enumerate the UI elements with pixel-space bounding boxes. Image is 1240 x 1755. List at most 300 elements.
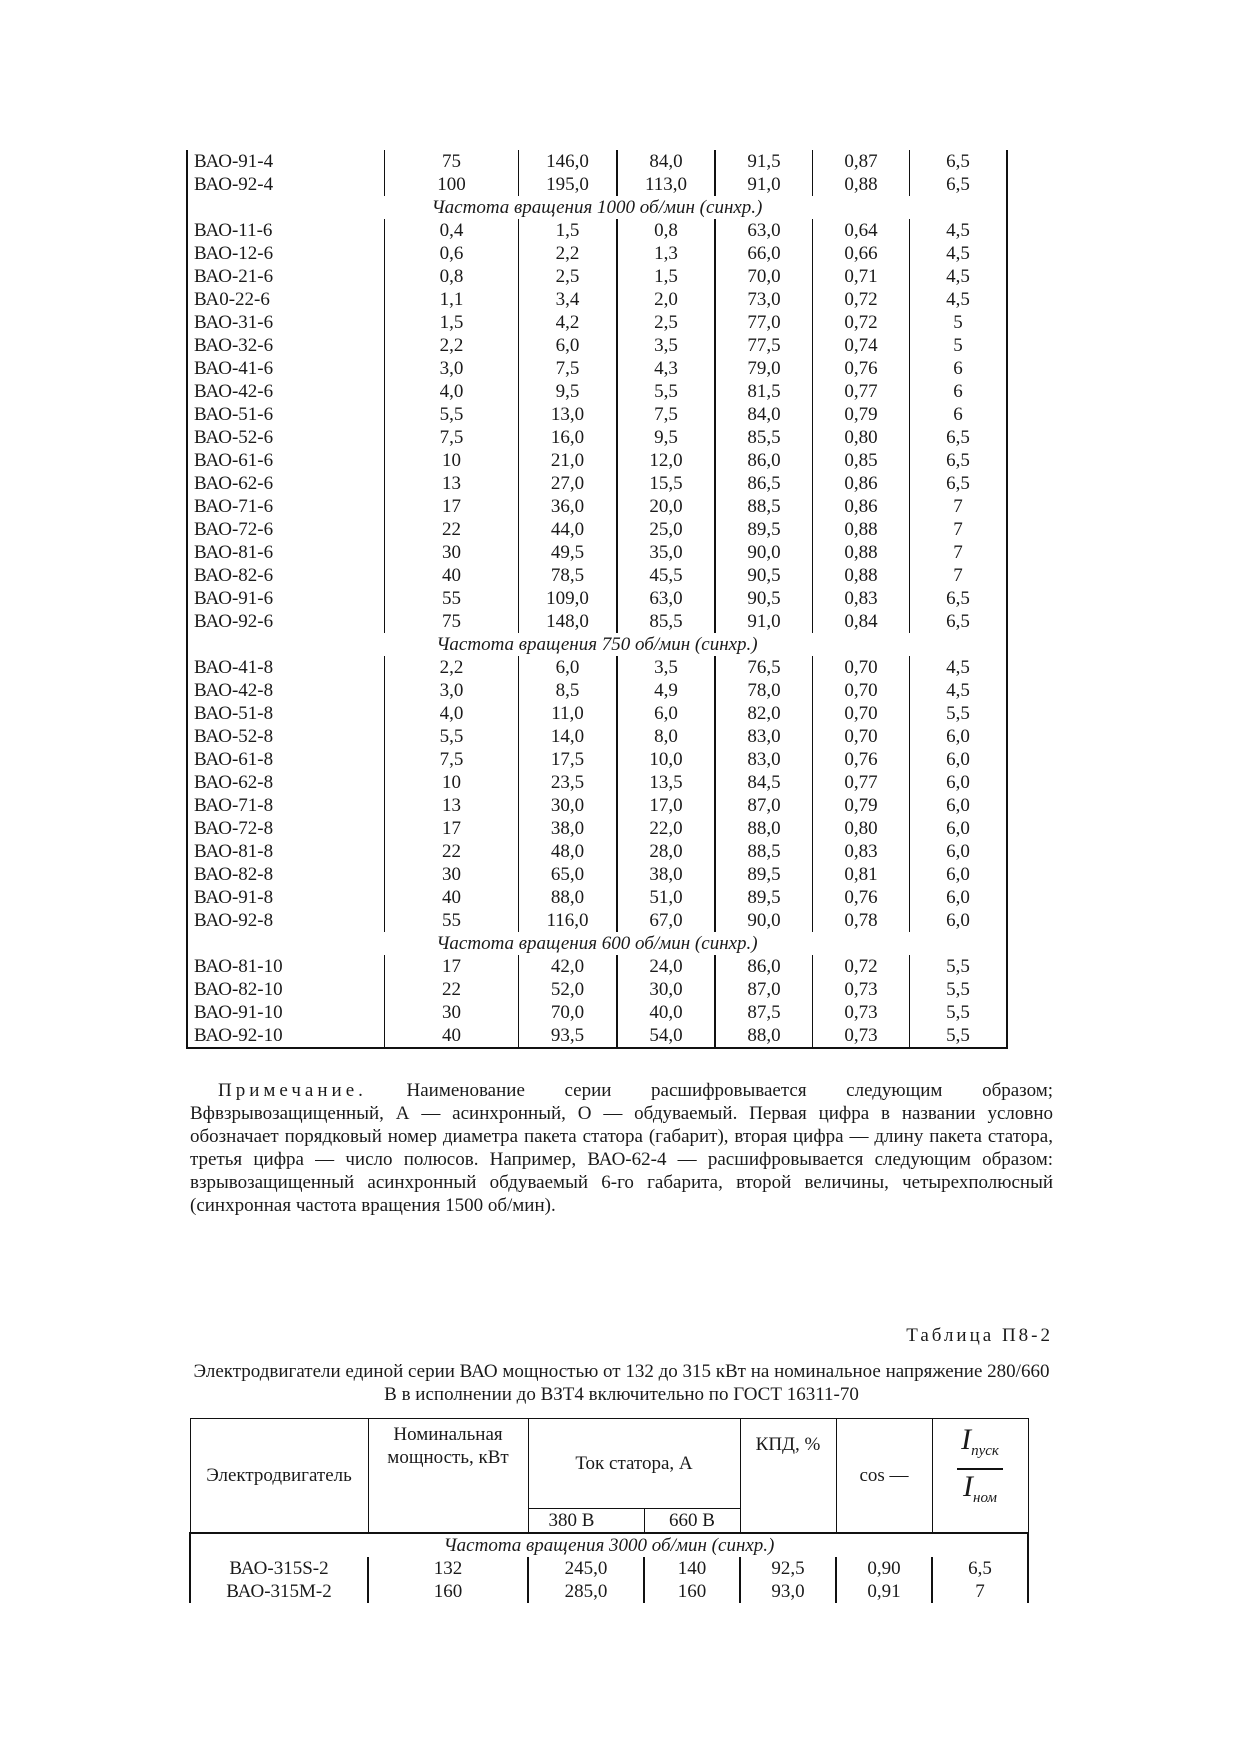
value-cell: 7,5 [385, 748, 519, 771]
value-cell: 14,0 [519, 725, 618, 748]
value-cell: 20,0 [617, 495, 715, 518]
value-cell: 89,5 [715, 863, 813, 886]
motor-model-cell: ВАО-61-6 [187, 449, 385, 472]
value-cell: 6 [910, 357, 1008, 380]
value-cell: 88,0 [519, 886, 618, 909]
value-cell: 2,2 [519, 242, 618, 265]
value-cell: 21,0 [519, 449, 618, 472]
motor-model-cell: ВАО-92-10 [187, 1024, 385, 1048]
value-cell: 73,0 [715, 288, 813, 311]
value-cell: 91,0 [715, 173, 813, 196]
value-cell: 1,1 [385, 288, 519, 311]
value-cell: 92,5 [740, 1557, 836, 1580]
header-start-current-ratio [932, 1419, 1028, 1534]
value-cell: 91,5 [715, 150, 813, 173]
section-heading: Частота вращения 3000 об/мин (синхр.) [190, 1533, 1028, 1557]
header-power: Номинальная мощность, кВт [368, 1419, 528, 1534]
value-cell: 0,70 [813, 679, 910, 702]
value-cell: 6,0 [910, 794, 1008, 817]
value-cell: 9,5 [519, 380, 618, 403]
motor-model-cell: ВАО-21-6 [187, 265, 385, 288]
value-cell: 116,0 [519, 909, 618, 932]
value-cell: 0,70 [813, 656, 910, 679]
value-cell: 1,3 [617, 242, 715, 265]
value-cell: 35,0 [617, 541, 715, 564]
motor-table-p8-2 [189, 1418, 1029, 1603]
value-cell: 30,0 [519, 794, 618, 817]
value-cell: 3,5 [617, 656, 715, 679]
value-cell: 132 [368, 1557, 528, 1580]
motor-model-cell: ВАО-315М-2 [190, 1580, 368, 1603]
table-row [187, 449, 1007, 472]
value-cell: 87,0 [715, 978, 813, 1001]
table-number: Таблица П8-2 [906, 1325, 1053, 1346]
value-cell: 30,0 [617, 978, 715, 1001]
value-cell: 1,5 [617, 265, 715, 288]
table-row [187, 403, 1007, 426]
value-cell: 70,0 [715, 265, 813, 288]
table-row [187, 679, 1007, 702]
table-row [187, 564, 1007, 587]
value-cell: 6,5 [932, 1557, 1028, 1580]
value-cell: 1,5 [519, 219, 618, 242]
value-cell: 22,0 [617, 817, 715, 840]
value-cell: 7 [910, 541, 1008, 564]
value-cell: 160 [368, 1580, 528, 1603]
motor-model-cell: ВАО-71-6 [187, 495, 385, 518]
value-cell: 0,76 [813, 357, 910, 380]
value-cell: 6,0 [910, 771, 1008, 794]
table-row [187, 909, 1007, 932]
table-row [187, 518, 1007, 541]
value-cell: 91,0 [715, 610, 813, 633]
value-cell: 3,5 [617, 334, 715, 357]
value-cell: 6,0 [910, 725, 1008, 748]
value-cell: 89,5 [715, 518, 813, 541]
table-row [187, 886, 1007, 909]
table-row [187, 357, 1007, 380]
value-cell: 42,0 [519, 955, 618, 978]
value-cell: 5,5 [910, 978, 1008, 1001]
value-cell: 4,5 [910, 219, 1008, 242]
table-row [187, 288, 1007, 311]
value-cell: 17 [385, 495, 519, 518]
motor-model-cell: ВАО-91-6 [187, 587, 385, 610]
value-cell: 0,72 [813, 955, 910, 978]
value-cell: 1,5 [385, 311, 519, 334]
value-cell: 16,0 [519, 426, 618, 449]
motor-model-cell: ВАО-92-6 [187, 610, 385, 633]
value-cell: 13,0 [519, 403, 618, 426]
value-cell: 88,0 [715, 817, 813, 840]
value-cell: 0,79 [813, 403, 910, 426]
table-row [187, 610, 1007, 633]
motor-model-cell: ВАО-51-6 [187, 403, 385, 426]
value-cell: 13,5 [617, 771, 715, 794]
section-heading-row [190, 1533, 1028, 1557]
value-cell: 24,0 [617, 955, 715, 978]
value-cell: 10 [385, 771, 519, 794]
motor-model-cell: ВАО-92-8 [187, 909, 385, 932]
value-cell: 0,72 [813, 311, 910, 334]
table-row [187, 817, 1007, 840]
table-row [187, 472, 1007, 495]
table-row [187, 840, 1007, 863]
table-row [187, 219, 1007, 242]
header-660v: 660 В [644, 1509, 740, 1534]
value-cell: 7,5 [519, 357, 618, 380]
value-cell: 0,80 [813, 817, 910, 840]
table-row [187, 242, 1007, 265]
value-cell: 22 [385, 978, 519, 1001]
value-cell: 52,0 [519, 978, 618, 1001]
value-cell: 2,2 [385, 656, 519, 679]
value-cell: 78,0 [715, 679, 813, 702]
value-cell: 70,0 [519, 1001, 618, 1024]
value-cell: 88,5 [715, 495, 813, 518]
table-row [187, 748, 1007, 771]
value-cell: 0,86 [813, 472, 910, 495]
table-row [190, 1580, 1028, 1603]
table-row [187, 656, 1007, 679]
table-row [187, 1024, 1007, 1048]
motor-model-cell: ВАО-315S-2 [190, 1557, 368, 1580]
value-cell: 6,5 [910, 173, 1008, 196]
value-cell: 3,0 [385, 679, 519, 702]
value-cell: 93,0 [740, 1580, 836, 1603]
value-cell: 85,5 [715, 426, 813, 449]
value-cell: 90,0 [715, 909, 813, 932]
value-cell: 88,5 [715, 840, 813, 863]
value-cell: 5,5 [385, 725, 519, 748]
value-cell: 0,73 [813, 1001, 910, 1024]
value-cell: 5,5 [910, 702, 1008, 725]
value-cell: 100 [385, 173, 519, 196]
value-cell: 27,0 [519, 472, 618, 495]
value-cell: 30 [385, 863, 519, 886]
note-text: Наименование серии расшифровывается следующим образом; Вфвзрывозащищенный, А — асинхронный, О — обдуваемый. Первая цифра в названии условно обозначает порядковый номер диаметра пакета статора (габарит), вторая цифра — длину пакета статора, третья цифра — число полюсов. Например, ВАО-62-4 — расшифровывается следующим образом: взрывозащищенный асинхронный обдуваемый 6-го габарита, второй величины, четырехполюсный (синхронная частота вращения 1500 об/мин). [190, 1080, 1054, 1216]
value-cell: 23,5 [519, 771, 618, 794]
value-cell: 7,5 [617, 403, 715, 426]
value-cell: 67,0 [617, 909, 715, 932]
value-cell: 6,5 [910, 426, 1008, 449]
value-cell: 4,5 [910, 265, 1008, 288]
value-cell: 79,0 [715, 357, 813, 380]
value-cell: 146,0 [519, 150, 618, 173]
value-cell: 11,0 [519, 702, 618, 725]
value-cell: 77,5 [715, 334, 813, 357]
value-cell: 0,84 [813, 610, 910, 633]
value-cell: 148,0 [519, 610, 618, 633]
motor-model-cell: ВАО-82-6 [187, 564, 385, 587]
value-cell: 0,73 [813, 978, 910, 1001]
value-cell: 6,5 [910, 150, 1008, 173]
value-cell: 6,5 [910, 610, 1008, 633]
value-cell: 36,0 [519, 495, 618, 518]
value-cell: 0,87 [813, 150, 910, 173]
value-cell: 160 [644, 1580, 740, 1603]
value-cell: 6,5 [910, 472, 1008, 495]
value-cell: 0,88 [813, 173, 910, 196]
motor-model-cell: ВАО-72-8 [187, 817, 385, 840]
value-cell: 8,0 [617, 725, 715, 748]
value-cell: 10,0 [617, 748, 715, 771]
motor-model-cell: ВАО-81-10 [187, 955, 385, 978]
value-cell: 12,0 [617, 449, 715, 472]
value-cell: 40 [385, 1024, 519, 1048]
value-cell: 4,0 [385, 702, 519, 725]
value-cell: 5,5 [617, 380, 715, 403]
value-cell: 7 [932, 1580, 1028, 1603]
value-cell: 285,0 [528, 1580, 644, 1603]
note-label: Примечание. [218, 1080, 367, 1101]
value-cell: 6,0 [617, 702, 715, 725]
value-cell: 0,88 [813, 541, 910, 564]
value-cell: 48,0 [519, 840, 618, 863]
value-cell: 0,66 [813, 242, 910, 265]
motor-model-cell: ВАО-72-6 [187, 518, 385, 541]
value-cell: 40 [385, 886, 519, 909]
value-cell: 0,88 [813, 564, 910, 587]
value-cell: 51,0 [617, 886, 715, 909]
table-row [187, 150, 1007, 173]
motor-model-cell: ВА0-22-6 [187, 288, 385, 311]
value-cell: 0,85 [813, 449, 910, 472]
value-cell: 40 [385, 564, 519, 587]
value-cell: 5 [910, 334, 1008, 357]
value-cell: 0,88 [813, 518, 910, 541]
section-heading-row [187, 196, 1007, 219]
value-cell: 5 [910, 311, 1008, 334]
table-row [187, 794, 1007, 817]
value-cell: 7 [910, 518, 1008, 541]
value-cell: 0,80 [813, 426, 910, 449]
table-row [187, 311, 1007, 334]
table-caption: Электродвигатели единой серии ВАО мощностью от 132 до 315 кВт на номинальное напряжение 280/660 В в исполнении до ВЗТ4 включительно по ГОСТ 16311-70 [193, 1361, 1050, 1405]
value-cell: 93,5 [519, 1024, 618, 1048]
motor-model-cell: ВАО-92-4 [187, 173, 385, 196]
value-cell: 75 [385, 150, 519, 173]
value-cell: 0,83 [813, 840, 910, 863]
value-cell: 13 [385, 794, 519, 817]
value-cell: 30 [385, 1001, 519, 1024]
value-cell: 6,0 [910, 840, 1008, 863]
value-cell: 44,0 [519, 518, 618, 541]
value-cell: 7 [910, 564, 1008, 587]
motor-model-cell: ВАО-61-8 [187, 748, 385, 771]
value-cell: 84,0 [715, 403, 813, 426]
value-cell: 4,5 [910, 679, 1008, 702]
value-cell: 4,2 [519, 311, 618, 334]
value-cell: 0,79 [813, 794, 910, 817]
value-cell: 90,5 [715, 564, 813, 587]
value-cell: 0,76 [813, 886, 910, 909]
value-cell: 2,5 [617, 311, 715, 334]
motor-model-cell: ВАО-11-6 [187, 219, 385, 242]
table-row [187, 1001, 1007, 1024]
value-cell: 4,9 [617, 679, 715, 702]
value-cell: 4,5 [910, 656, 1008, 679]
value-cell: 2,2 [385, 334, 519, 357]
value-cell: 0,77 [813, 771, 910, 794]
motor-model-cell: ВАО-71-8 [187, 794, 385, 817]
value-cell: 90,0 [715, 541, 813, 564]
table-row [187, 725, 1007, 748]
section-heading-row [187, 633, 1007, 656]
header-motor: Электродвигатель [190, 1419, 368, 1534]
value-cell: 5,5 [910, 955, 1008, 978]
value-cell: 0,70 [813, 725, 910, 748]
motor-model-cell: ВАО-31-6 [187, 311, 385, 334]
value-cell: 140 [644, 1557, 740, 1580]
value-cell: 17 [385, 955, 519, 978]
value-cell: 0,72 [813, 288, 910, 311]
value-cell: 0,71 [813, 265, 910, 288]
value-cell: 40,0 [617, 1001, 715, 1024]
value-cell: 2,0 [617, 288, 715, 311]
value-cell: 3,4 [519, 288, 618, 311]
table-row [187, 334, 1007, 357]
value-cell: 38,0 [617, 863, 715, 886]
value-cell: 0,90 [836, 1557, 932, 1580]
value-cell: 4,5 [910, 288, 1008, 311]
value-cell: 4,0 [385, 380, 519, 403]
value-cell: 82,0 [715, 702, 813, 725]
value-cell: 0,78 [813, 909, 910, 932]
value-cell: 86,5 [715, 472, 813, 495]
value-cell: 0,70 [813, 702, 910, 725]
value-cell: 49,5 [519, 541, 618, 564]
motor-model-cell: ВАО-62-6 [187, 472, 385, 495]
value-cell: 0,91 [836, 1580, 932, 1603]
value-cell: 6,0 [910, 909, 1008, 932]
value-cell: 109,0 [519, 587, 618, 610]
value-cell: 5,5 [910, 1024, 1008, 1048]
value-cell: 9,5 [617, 426, 715, 449]
value-cell: 0,8 [617, 219, 715, 242]
motor-model-cell: ВАО-81-8 [187, 840, 385, 863]
value-cell: 85,5 [617, 610, 715, 633]
value-cell: 84,5 [715, 771, 813, 794]
motor-model-cell: ВАО-42-6 [187, 380, 385, 403]
value-cell: 87,0 [715, 794, 813, 817]
value-cell: 3,0 [385, 357, 519, 380]
value-cell: 6,5 [910, 587, 1008, 610]
table-row [187, 702, 1007, 725]
value-cell: 88,0 [715, 1024, 813, 1048]
value-cell: 6,0 [910, 863, 1008, 886]
value-cell: 55 [385, 587, 519, 610]
value-cell: 6,0 [519, 334, 618, 357]
table-row [187, 173, 1007, 196]
value-cell: 195,0 [519, 173, 618, 196]
table-row [187, 380, 1007, 403]
header-380v: 380 В [528, 1509, 644, 1534]
table-row [187, 426, 1007, 449]
value-cell: 7 [910, 495, 1008, 518]
value-cell: 6 [910, 380, 1008, 403]
value-cell: 17,5 [519, 748, 618, 771]
value-cell: 22 [385, 840, 519, 863]
motor-model-cell: ВАО-91-10 [187, 1001, 385, 1024]
value-cell: 4,5 [910, 242, 1008, 265]
value-cell: 77,0 [715, 311, 813, 334]
motor-model-cell: ВАО-62-8 [187, 771, 385, 794]
motor-model-cell: ВАО-41-8 [187, 656, 385, 679]
value-cell: 28,0 [617, 840, 715, 863]
motor-model-cell: ВАО-42-8 [187, 679, 385, 702]
value-cell: 75 [385, 610, 519, 633]
value-cell: 89,5 [715, 886, 813, 909]
value-cell: 5,5 [385, 403, 519, 426]
value-cell: 38,0 [519, 817, 618, 840]
value-cell: 83,0 [715, 748, 813, 771]
current-ratio-fraction: $\frac{I_{пуск}}{I_{ном}}$ [957, 1423, 1003, 1515]
value-cell: 4,3 [617, 357, 715, 380]
value-cell: 0,74 [813, 334, 910, 357]
value-cell: 63,0 [617, 587, 715, 610]
value-cell: 0,81 [813, 863, 910, 886]
value-cell: 30 [385, 541, 519, 564]
motor-model-cell: ВАО-81-6 [187, 541, 385, 564]
value-cell: 17 [385, 817, 519, 840]
value-cell: 2,5 [519, 265, 618, 288]
value-cell: 8,5 [519, 679, 618, 702]
value-cell: 65,0 [519, 863, 618, 886]
value-cell: 45,5 [617, 564, 715, 587]
value-cell: 6,0 [910, 748, 1008, 771]
value-cell: 17,0 [617, 794, 715, 817]
value-cell: 0,6 [385, 242, 519, 265]
value-cell: 6,0 [910, 817, 1008, 840]
value-cell: 63,0 [715, 219, 813, 242]
table-row [187, 541, 1007, 564]
value-cell: 0,83 [813, 587, 910, 610]
value-cell: 7,5 [385, 426, 519, 449]
motor-model-cell: ВАО-12-6 [187, 242, 385, 265]
section-heading-row [187, 932, 1007, 955]
value-cell: 86,0 [715, 449, 813, 472]
value-cell: 113,0 [617, 173, 715, 196]
section-heading: Частота вращения 600 об/мин (синхр.) [187, 932, 1007, 955]
value-cell: 90,5 [715, 587, 813, 610]
value-cell: 5,5 [910, 1001, 1008, 1024]
value-cell: 0,73 [813, 1024, 910, 1048]
value-cell: 0,4 [385, 219, 519, 242]
value-cell: 54,0 [617, 1024, 715, 1048]
value-cell: 66,0 [715, 242, 813, 265]
motor-model-cell: ВАО-32-6 [187, 334, 385, 357]
value-cell: 86,0 [715, 955, 813, 978]
value-cell: 78,5 [519, 564, 618, 587]
value-cell: 76,5 [715, 656, 813, 679]
motor-table-continuation [186, 150, 1008, 1049]
value-cell: 81,5 [715, 380, 813, 403]
section-heading: Частота вращения 1000 об/мин (синхр.) [187, 196, 1007, 219]
motor-model-cell: ВАО-41-6 [187, 357, 385, 380]
value-cell: 6,0 [519, 656, 618, 679]
table-row [187, 955, 1007, 978]
value-cell: 10 [385, 449, 519, 472]
value-cell: 245,0 [528, 1557, 644, 1580]
motor-model-cell: ВАО-91-4 [187, 150, 385, 173]
table-row [187, 587, 1007, 610]
value-cell: 13 [385, 472, 519, 495]
value-cell: 22 [385, 518, 519, 541]
value-cell: 0,64 [813, 219, 910, 242]
value-cell: 0,76 [813, 748, 910, 771]
header-cos-phi: cos — [836, 1419, 932, 1534]
